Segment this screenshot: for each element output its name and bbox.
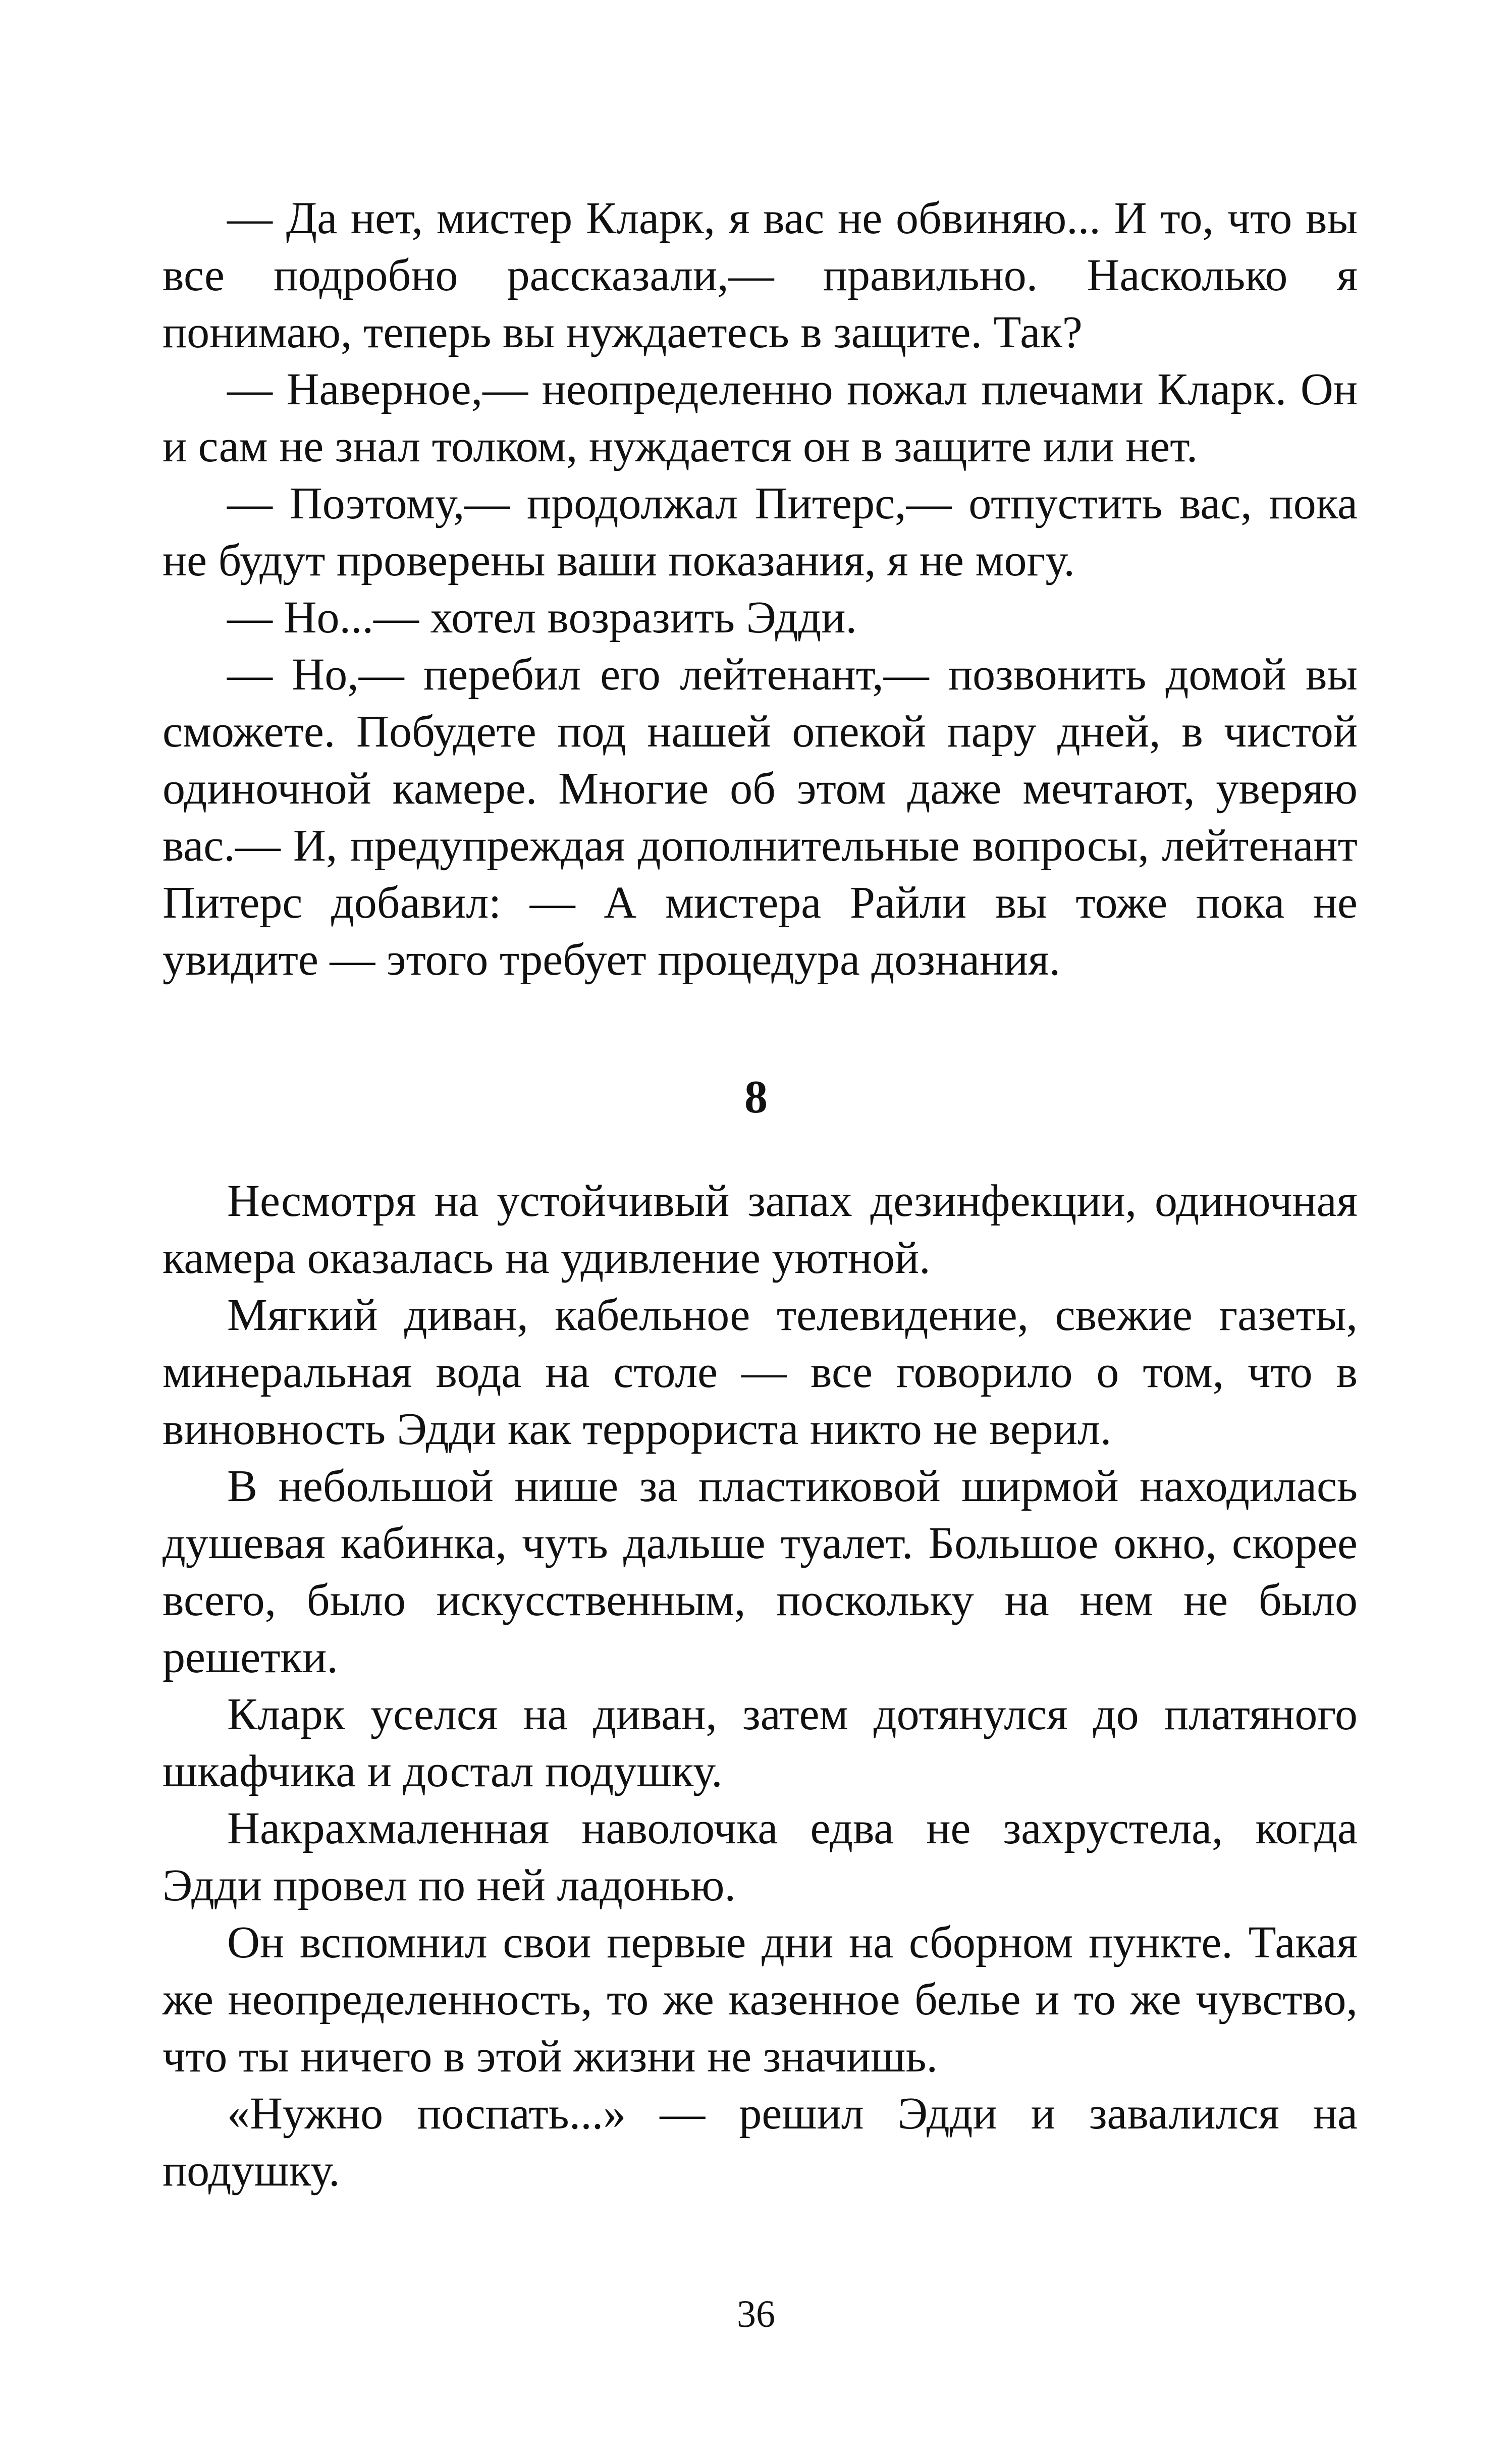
- paragraph: Он вспомнил свои первые дни на сборном пункте. Такая же неопределенность, то же казенное белье и то же чувство, что ты ничего в этой жизни не значишь.: [163, 1918, 1358, 2082]
- paragraph: — Но...— хотел возразить Эдди.: [227, 593, 857, 643]
- paragraph: Несмотря на устойчивый запах дезинфекции, одиночная камера оказалась на удивление уютной.: [163, 1176, 1358, 1283]
- paragraph: Кларк уселся на диван, затем дотянулся до платяного шкафчика и достал подушку.: [163, 1689, 1358, 1796]
- text-section-top: [163, 190, 1358, 988]
- paragraph: Мягкий диван, кабельное телевидение, свежие газеты, минеральная вода на столе — все говорило о том, что в виновность Эдди как террориста никто не верил.: [163, 1290, 1358, 1454]
- paragraph: — Наверное,— неопределенно пожал плечами Кларк. Он и сам не знал толком, нуждается он в защите или нет.: [163, 364, 1358, 471]
- paragraph: — Поэтому,— продолжал Питерс,— отпустить вас, пока не будут проверены ваши показания, я не могу.: [163, 478, 1358, 585]
- paragraph: — Да нет, мистер Кларк, я вас не обвиняю... И то, что вы все подробно рассказали,— правильно. Насколько я понимаю, теперь вы нуждаетесь в защите. Так?: [163, 193, 1358, 357]
- paragraph: — Но,— перебил его лейтенант,— позвонить домой вы сможете. Побудете под нашей опекой пару дней, в чистой одиночной камере. Многие об этом даже мечтают, уверяю вас.— И, предупреждая дополнительные вопросы, лейтенант Питерс добавил: — А мистера Райли вы тоже пока не увидите — этого требует процедура дознания.: [163, 650, 1358, 985]
- text-section-bottom: [163, 1173, 1358, 2199]
- chapter-number: 8: [744, 1071, 768, 1123]
- page-number: 36: [737, 2293, 775, 2335]
- paragraph: В небольшой нише за пластиковой ширмой находилась душевая кабинка, чуть дальше туалет. Большое окно, скорее всего, было искусственным, поскольку на нем не было решетки.: [163, 1461, 1358, 1682]
- paragraph: «Нужно поспать...» — решил Эдди и завалился на подушку.: [163, 2089, 1358, 2196]
- paragraph: Накрахмаленная наволочка едва не захрустела, когда Эдди провел по ней ладонью.: [163, 1803, 1358, 1910]
